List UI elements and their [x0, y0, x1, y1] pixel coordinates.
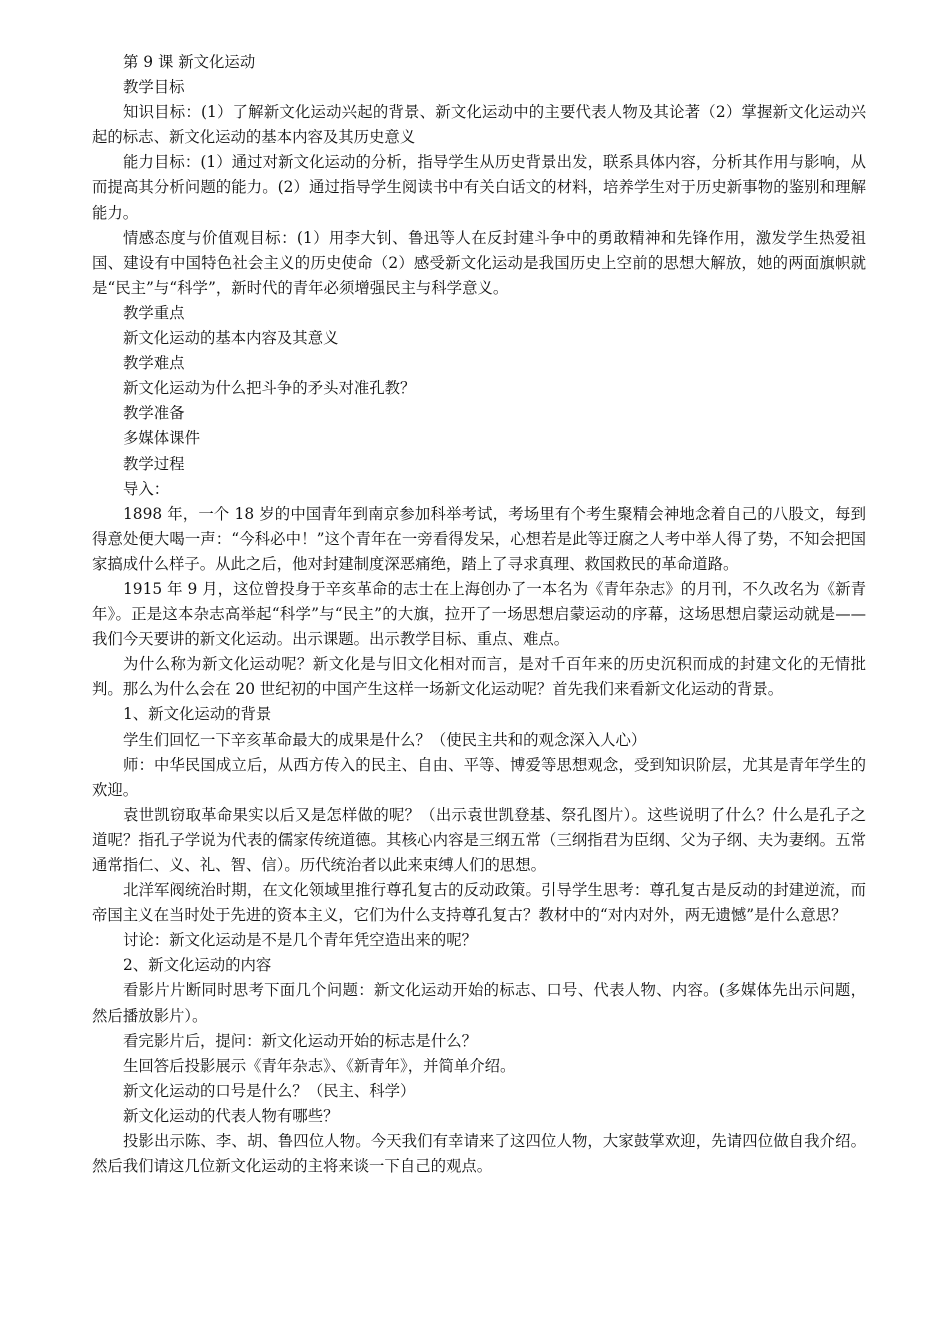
paragraph-projection-magazines: 生回答后投影展示《青年杂志》、《新青年》，并简单介绍。 [123, 1056, 516, 1075]
section-heading-objectives: 教学目标 [123, 78, 185, 97]
section-heading-background: 1、新文化运动的背景 [123, 705, 272, 724]
paragraph-teacher-note: 师：中华民国成立后，从西方传入的民主、自由、平等、博爱等思想观念，受到知识阶层，尤其是青年学生的欢迎。 [92, 755, 866, 799]
paragraph-yuan-shikai: 袁世凯窃取革命果实以后又是怎样做的呢？（出示袁世凯登基、祭孔图片）。这些说明了什么？什么是孔子之道呢？指孔子学说为代表的儒家传统道德。其核心内容是三纲五常（三纲指君为臣纲、父为子纲、夫为妻纲。五常通常指仁、义、礼、智、信）。历代统治者以此来束缚人们的思想。 [92, 805, 866, 874]
lesson-title: 第 9 课 新文化运动 [123, 53, 256, 71]
paragraph-review-question: 学生们回忆一下辛亥革命最大的成果是什么？（使民主共和的观念深入人心） [123, 730, 647, 749]
paragraph-introduction-label: 导入： [123, 479, 170, 498]
section-heading-process: 教学过程 [123, 454, 185, 473]
paragraph-knowledge-goals: 知识目标：(1）了解新文化运动兴起的背景、新文化运动中的主要代表人物及其论著（2）掌握新文化运动兴起的标志、新文化运动的基本内容及其历史意义 [92, 103, 866, 147]
document-body [92, 50, 866, 1179]
paragraph-why-new-culture: 为什么称为新文化运动呢？新文化是与旧文化相对而言，是对千百年来的历史沉积而成的封建文化的无情批判。那么为什么会在 20 世纪初的中国产生这样一场新文化运动呢？首先我们来看新文化运动的背景。 [92, 655, 866, 699]
paragraph-after-film: 看完影片后，提问：新文化运动开始的标志是什么？ [123, 1031, 477, 1050]
paragraph-1898-story: 1898 年，一个 18 岁的中国青年到南京参加科举考试，考场里有个考生聚精会神地念着自己的八股文，每到得意处便大喝一声：“今科必中！”这个青年在一旁看得发呆，心想若是此等迂腐之人考中举人得了势，不知会把国家搞成什么样子。从此之后，他对封建制度深恶痛绝，踏上了寻求真理、救国救民的革命道路。 [92, 504, 866, 573]
section-heading-difficulties: 教学难点 [123, 354, 185, 373]
paragraph-discussion: 讨论：新文化运动是不是几个青年凭空造出来的呢？ [123, 931, 477, 950]
paragraph-1915-magazine: 1915 年 9 月，这位曾投身于辛亥革命的志士在上海创办了一本名为《青年杂志》的月刊，不久改名为《新青年》。正是这本杂志高举起“科学”与“民主”的大旗，拉开了一场思想启蒙运动的序幕，这场思想启蒙运动就是——我们今天要讲的新文化运动。出示课题。出示教学目标、重点、难点。 [92, 579, 866, 649]
paragraph-attitude-goals: 情感态度与价值观目标：(1）用李大钊、鲁迅等人在反封建斗争中的勇敢精神和先锋作用，激发学生热爱祖国、建设有中国特色社会主义的历史使命（2）感受新文化运动是我国历史上空前的思想大解放，她的两面旗帜就是“民主”与“科学”，新时代的青年必须增强民主与科学意义。 [92, 228, 866, 297]
paragraph-key-points: 新文化运动的基本内容及其意义 [123, 329, 339, 348]
paragraph-film-questions: 看影片片断同时思考下面几个问题：新文化运动开始的标志、口号、代表人物、内容。(多媒体先出示问题，然后播放影片）。 [92, 981, 866, 1025]
paragraph-difficulties: 新文化运动为什么把斗争的矛头对准孔教？ [123, 379, 416, 398]
paragraph-representatives-question: 新文化运动的代表人物有哪些？ [123, 1106, 339, 1125]
paragraph-four-figures: 投影出示陈、李、胡、鲁四位人物。今天我们有幸请来了这四位人物，大家鼓掌欢迎，先请四位做自我介绍。然后我们请这几位新文化运动的主将来谈一下自己的观点。 [92, 1132, 866, 1176]
paragraph-slogan: 新文化运动的口号是什么？（民主、科学） [123, 1081, 416, 1100]
section-heading-content: 2、新文化运动的内容 [123, 956, 272, 975]
paragraph-ability-goals: 能力目标：(1）通过对新文化运动的分析，指导学生从历史背景出发，联系具体内容，分析其作用与影响，从而提高其分析问题的能力。(2）通过指导学生阅读书中有关白话文的材料，培养学生对于历史新事物的鉴别和理解能力。 [92, 153, 866, 222]
section-heading-key-points: 教学重点 [123, 303, 185, 322]
paragraph-preparation: 多媒体课件 [123, 429, 200, 448]
paragraph-warlord-period: 北洋军阀统治时期，在文化领域里推行尊孔复古的反动政策。引导学生思考：尊孔复古是反动的封建逆流，而帝国主义在当时处于先进的资本主义，它们为什么支持尊孔复古？教材中的“对内对外，两无遗憾”是什么意思？ [92, 881, 866, 925]
section-heading-preparation: 教学准备 [123, 404, 185, 423]
